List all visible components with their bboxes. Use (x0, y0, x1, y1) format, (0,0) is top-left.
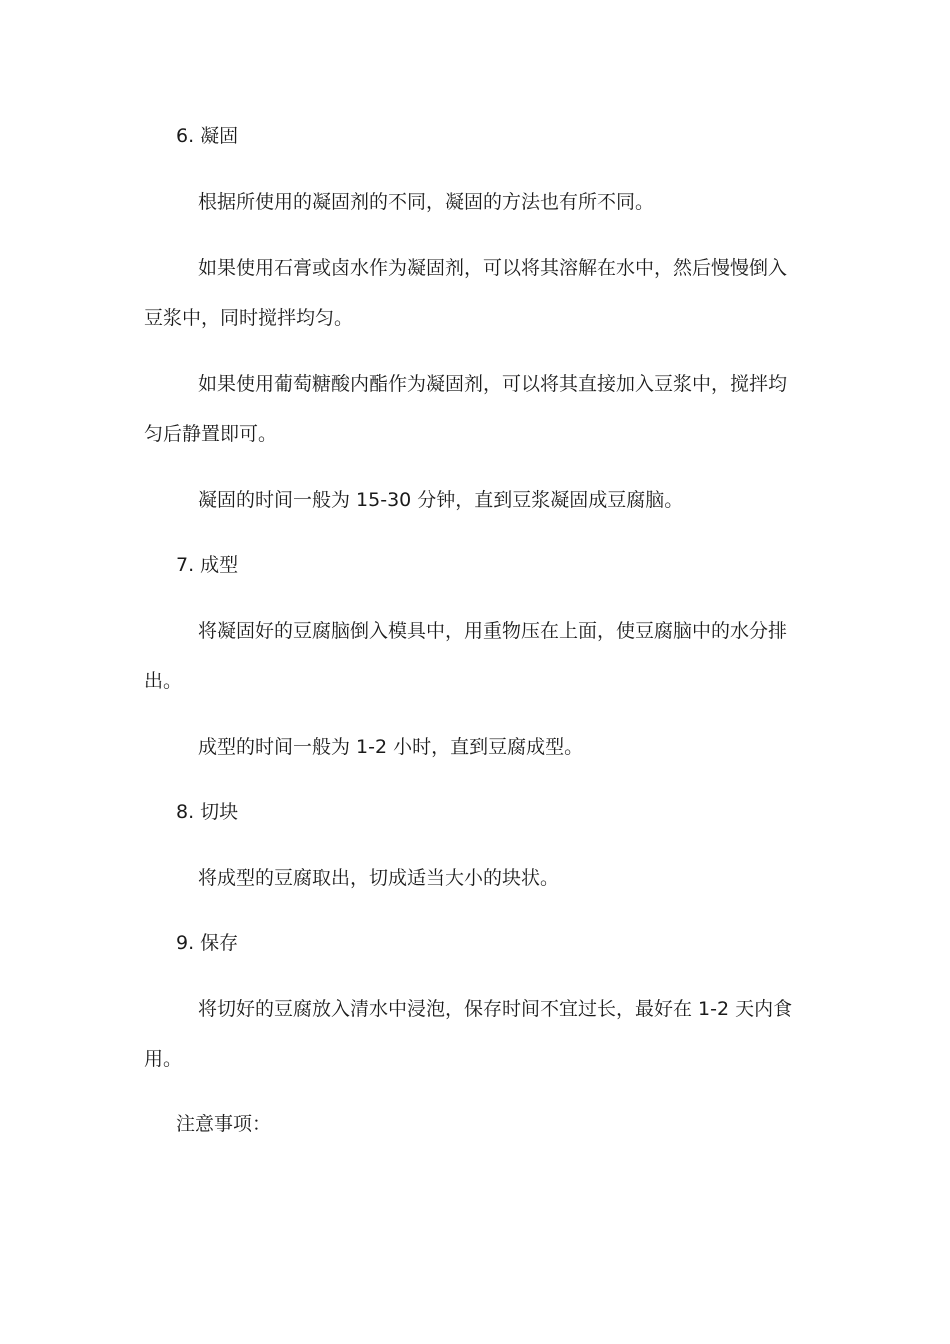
paragraph-line: 成型的时间一般为 1-2 小时，直到豆腐成型。 (198, 736, 584, 758)
paragraph-line-continued: 豆浆中，同时搅拌均匀。 (144, 307, 354, 329)
paragraph-line: 将切好的豆腐放入清水中浸泡，保存时间不宜过长，最好在 1-2 天内食 (198, 998, 793, 1020)
paragraph-line: 将凝固好的豆腐脑倒入模具中，用重物压在上面，使豆腐脑中的水分排 (198, 620, 788, 642)
section-heading-storage: 9. 保存 (176, 932, 239, 954)
paragraph-line: 根据所使用的凝固剂的不同，凝固的方法也有所不同。 (198, 191, 655, 213)
section-heading-cutting: 8. 切块 (176, 801, 239, 823)
paragraph-line: 将成型的豆腐取出，切成适当大小的块状。 (198, 867, 560, 889)
section-heading-shaping: 7. 成型 (176, 554, 239, 576)
paragraph-line: 凝固的时间一般为 15-30 分钟，直到豆浆凝固成豆腐脑。 (198, 489, 684, 511)
paragraph-line-continued: 出。 (144, 670, 183, 692)
paragraph-line: 如果使用葡萄糖酸内酯作为凝固剂，可以将其直接加入豆浆中，搅拌均 (198, 373, 788, 395)
paragraph-line-continued: 匀后静置即可。 (144, 423, 278, 445)
notes-heading: 注意事项： (176, 1113, 272, 1135)
section-heading-coagulation: 6. 凝固 (176, 125, 239, 147)
paragraph-line-continued: 用。 (144, 1048, 183, 1070)
paragraph-line: 如果使用石膏或卤水作为凝固剂，可以将其溶解在水中，然后慢慢倒入 (198, 257, 788, 279)
